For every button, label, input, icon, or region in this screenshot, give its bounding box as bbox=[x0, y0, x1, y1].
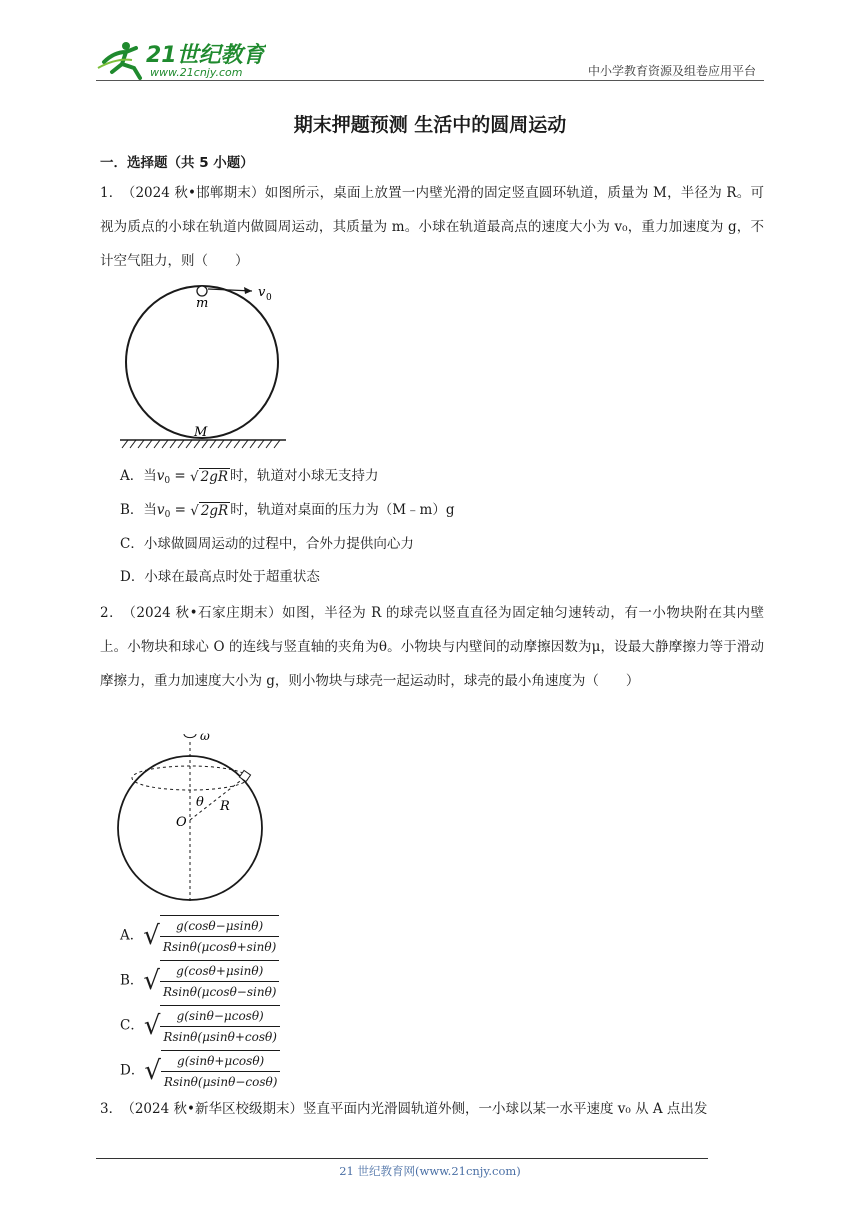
question-number: 1． bbox=[100, 185, 123, 201]
option-b-prefix: B．当 bbox=[120, 502, 157, 518]
sqrt-fraction: √ $\frac{g(\cos\theta-\mu\sin\theta)}{Rsin\theta(\mu\cos\theta+\sin\theta)}$ bbox=[143, 915, 279, 957]
q2-option-b[interactable] bbox=[120, 960, 279, 1002]
label-O: O bbox=[176, 815, 187, 830]
question-text: （2024 秋•新华区校级期末）竖直平面内光滑圆轨道外侧，一小球以某一水平速度 v₀ 从 A 点出发 bbox=[128, 1101, 708, 1117]
q2-option-c[interactable] bbox=[120, 1005, 280, 1047]
q2-option-a[interactable] bbox=[120, 915, 279, 957]
label-v-sub: 0 bbox=[266, 293, 272, 303]
math-sub: 0 bbox=[164, 510, 171, 520]
q1-option-d[interactable]: D．小球在最高点时处于超重状态 bbox=[120, 569, 320, 585]
option-b-suffix: 时，轨道对桌面的压力为（M﹣m）g bbox=[230, 502, 455, 518]
question-number: 3． bbox=[100, 1101, 123, 1117]
option-a-suffix: 时，轨道对小球无支持力 bbox=[230, 468, 379, 484]
header-divider bbox=[96, 80, 764, 81]
label-v: v bbox=[258, 285, 266, 300]
section-heading: 一．选择题（共 5 小题） bbox=[100, 155, 254, 171]
footer-divider bbox=[96, 1158, 708, 1159]
platform-name: 中小学教育资源及组卷应用平台 bbox=[587, 64, 756, 78]
q1-option-a[interactable] bbox=[120, 466, 379, 491]
option-label: D． bbox=[120, 1062, 145, 1079]
question-number: 2． bbox=[100, 605, 124, 621]
logo-url-text: www.21cnjy.com bbox=[150, 66, 243, 79]
option-a-prefix: A．当 bbox=[120, 468, 157, 484]
label-m: m bbox=[196, 296, 209, 311]
numerator: g(cosθ+μsinθ) bbox=[160, 961, 279, 982]
q2-option-d[interactable] bbox=[120, 1050, 280, 1092]
label-M: M bbox=[194, 425, 208, 440]
numerator: g(cosθ−μsinθ) bbox=[160, 916, 279, 937]
sqrt-fraction: √ $\frac{g(\sin\theta-\mu\cos\theta)}{Rsin\theta(\mu\sin\theta+\cos\theta)}$ bbox=[144, 1005, 280, 1047]
option-label: A． bbox=[120, 927, 144, 944]
option-label: C． bbox=[120, 1017, 144, 1034]
label-omega: ω bbox=[200, 729, 210, 743]
runner-icon bbox=[98, 42, 140, 78]
math-v: v bbox=[156, 502, 165, 518]
label-R: R bbox=[220, 799, 230, 814]
question-1 bbox=[100, 176, 764, 278]
denominator: Rsinθ(μcosθ+sinθ) bbox=[162, 940, 277, 954]
table-hatching bbox=[122, 440, 280, 448]
numerator: g(sinθ−μcosθ) bbox=[160, 1006, 279, 1027]
q1-option-c[interactable]: C．小球做圆周运动的过程中，合外力提供向心力 bbox=[120, 536, 414, 552]
question-text: （2024 秋•邯郸期末）如图所示，桌面上放置一内壁光滑的固定竖直圆环轨道，质量为 M，半径为 R。可视为质点的小球在轨道内做圆周运动，其质量为 m。小球在轨道最高点的速度大小为 v₀，重力加速度为 g，不计空气阻力，则（ ） bbox=[100, 185, 764, 269]
denominator: Rsinθ(μsinθ−cosθ) bbox=[163, 1075, 278, 1089]
site-logo bbox=[96, 38, 266, 82]
page-title: 期末押题预测 生活中的圆周运动 bbox=[293, 114, 567, 136]
denominator: Rsinθ(μsinθ+cosθ) bbox=[163, 1030, 277, 1044]
math-sub: 0 bbox=[164, 476, 171, 486]
sqrt-expression: √ 2gR bbox=[190, 468, 229, 485]
sqrt-expression: √ 2gR bbox=[190, 502, 229, 519]
question-2 bbox=[100, 596, 764, 698]
math-v: v bbox=[156, 468, 165, 484]
footer-link[interactable]: 21 世纪教育网(www.21cnjy.com) bbox=[339, 1164, 521, 1178]
rotation-arrow-icon bbox=[184, 734, 196, 738]
logo-main-text: 21世纪教育 bbox=[146, 43, 265, 68]
math-eq: = bbox=[170, 468, 191, 484]
question-text: （2024 秋•石家庄期末）如图，半径为 R 的球壳以竖直直径为固定轴匀速转动，有一小物块附在其内壁上。小物块和球心 O 的连线与竖直轴的夹角为θ。小物块与内壁间的动摩擦因数为μ，设最大静摩擦力等于滑动摩擦力，重力加速度大小为 g，则小物块与球壳一起运动时，球壳的最小角速度为（ ） bbox=[100, 605, 764, 689]
question-3 bbox=[100, 1092, 764, 1126]
radicand: 2gR bbox=[200, 468, 229, 485]
denominator: Rsinθ(μcosθ−sinθ) bbox=[163, 985, 277, 999]
q1-option-b[interactable] bbox=[120, 500, 455, 525]
numerator: g(sinθ+μcosθ) bbox=[161, 1051, 280, 1072]
label-theta: θ bbox=[196, 795, 204, 810]
sqrt-fraction: √ $\frac{g(\sin\theta+\mu\cos\theta)}{Rsin\theta(\mu\sin\theta-\cos\theta)}$ bbox=[144, 1050, 280, 1092]
sqrt-fraction: √ $\frac{g(\cos\theta+\mu\sin\theta)}{Rsin\theta(\mu\cos\theta-\sin\theta)}$ bbox=[143, 960, 279, 1002]
circular-track-figure bbox=[116, 280, 296, 450]
ball-icon bbox=[197, 286, 207, 296]
radicand: 2gR bbox=[200, 502, 229, 519]
math-eq: = bbox=[170, 502, 191, 518]
spherical-shell-figure bbox=[112, 728, 272, 904]
option-label: B． bbox=[120, 972, 144, 989]
